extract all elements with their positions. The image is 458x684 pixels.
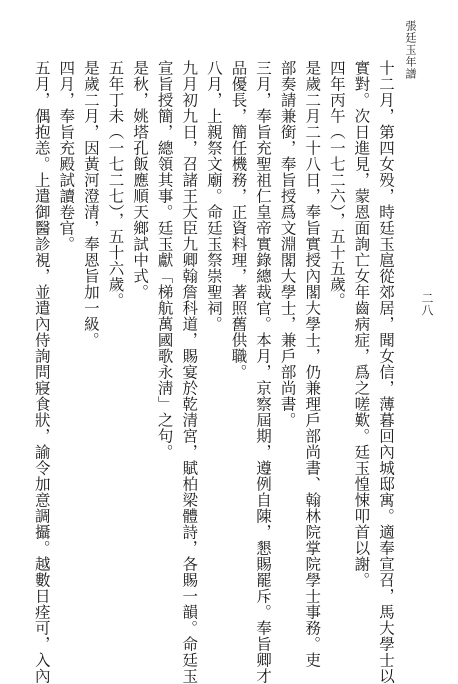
text-column: 八月，上親祭文廟。命廷玉祭崇聖祠。 xyxy=(204,60,223,332)
text-column: 是歲二月，因黃河澄清，奉恩旨加一級。 xyxy=(81,60,100,348)
text-column: 是秋，姚塔孔飯應順天鄉試中式。 xyxy=(131,60,150,300)
text-column: 五年丁未（一七二七），五十六歲。 xyxy=(106,60,125,309)
text-column: 五月，偶抱恙。上遣御醫診視，並遣內侍詢問寢食狀，諭令加意調攝。越數日痊可，入內 xyxy=(32,60,51,684)
text-column: 四月，奉旨充殿試讀卷官。 xyxy=(57,60,76,252)
text-column: 十二月，第四女殁，時廷玉扈從郊居，聞女信，薄暮回內城邸寓。適奉宣召，馬大學士以 xyxy=(377,60,395,684)
text-column: 宣旨授簡，總領其事。廷玉獻「梯航萬國歌永淸」之句。 xyxy=(155,60,174,460)
text-column: 是歲二月二十八日，奉旨實授內閣大學士，仍兼理戶部尚書、翰林院掌院學士事務。吏 xyxy=(303,60,322,668)
text-column: 三月，奉旨充聖祖仁皇帝實錄總裁官。本月，京察屆期，遵例自陳，懇賜罷斥。奉旨卿才 xyxy=(254,60,273,684)
text-column: 品優長，簡任機務，正資料理，著照舊供職。 xyxy=(229,60,248,380)
text-column: 部奏請兼銜，奉旨授爲文淵閣大學士，兼戶部尚書。 xyxy=(278,60,297,428)
running-head: 張廷玉年譜 xyxy=(404,20,417,80)
text-column: 實對。次日進見，蒙恩面詢亡女年齒病症，爲之嗟歎。廷玉惶悚叩首以謝。 xyxy=(352,60,371,588)
text-column: 四年丙午（一七二六），五十五歲。 xyxy=(327,60,346,309)
page-number: 二八 xyxy=(420,292,434,316)
text-column: 九月初九日，召諸王大臣九卿翰詹科道，賜宴於乾清宮，賦柏梁體詩，各賜一韻。命廷玉 xyxy=(180,60,199,684)
text-body xyxy=(32,60,398,684)
